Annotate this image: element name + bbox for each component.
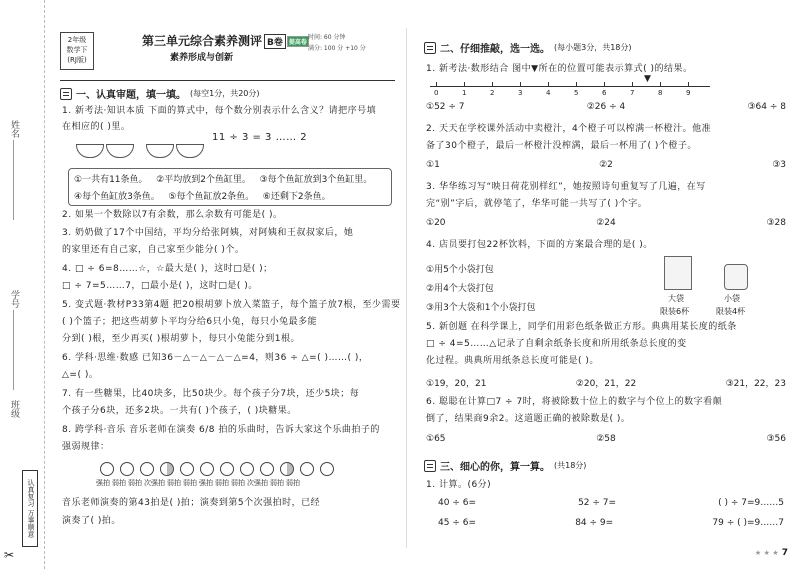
number-line-label: 3: [518, 89, 523, 97]
beat-circle: [120, 462, 134, 476]
worksheet-subtitle: 素养形成与创新: [170, 53, 234, 63]
q8-line4: 演奏了( )拍。: [62, 516, 121, 526]
r4-line1: 4. 店员要打包22杯饮料，下面的方案最合理的是( )。: [426, 240, 653, 250]
beat-circle: [280, 462, 294, 476]
q6-line2: △=( )。: [62, 370, 99, 380]
class-label: 班级: [9, 400, 19, 418]
r2-line2: 备了30个橙子，最后一杯橙汁没榨满，最后一杯用了( )个橙子。: [426, 141, 697, 151]
section-3-title: [424, 458, 586, 473]
section-3-text: 三、细心的你，算一算。: [440, 462, 550, 473]
r1-option-1[interactable]: ①52 ÷ 7: [426, 102, 465, 112]
number-line-tick: [492, 82, 493, 87]
q1-option-4: ④每个鱼缸放3条鱼。: [74, 192, 160, 202]
r6-line1: 6. 聪聪在计算□7 ÷ 7时，将被除数十位上的数字与个位上的数字看颠: [426, 397, 723, 407]
calc-item: 40 ÷ 6=: [438, 498, 476, 508]
beat-label: 弱拍: [215, 479, 229, 487]
r3-line2: 完“别”字后，就停笔了，华华可能一共写了( )个字。: [426, 199, 648, 209]
name-line: [13, 140, 14, 220]
time-text: 时间: 60 分钟: [308, 34, 346, 41]
beat-circle: [240, 462, 254, 476]
beat-label: 弱拍: [112, 479, 126, 487]
number-line-tick: [604, 82, 605, 87]
q1-option-5: ⑤每个鱼缸放2条鱼。: [168, 192, 255, 202]
q4-line2: □ ÷ 7=5……7，□最小是( )，这时□是( )。: [62, 281, 258, 291]
worksheet-header: [60, 28, 395, 81]
binding-margin: [0, 0, 45, 569]
beat-circle: [180, 462, 194, 476]
r1-options: [426, 102, 786, 112]
r5-line2: □ ÷ 4=5……△记录了自剩余纸条长度和所用纸条总长度的变: [426, 339, 687, 349]
r5-options: [426, 376, 786, 389]
fish-bowl-icon: [76, 144, 104, 158]
beat-circle: [320, 462, 334, 476]
number-line-tick: [436, 82, 437, 87]
q1-options-row1: [74, 172, 372, 185]
r5-line3: 化过程。典典所用纸条总长度可能是( )。: [426, 356, 599, 366]
beat-circle: [100, 462, 114, 476]
r1-option-2[interactable]: ②26 ÷ 4: [586, 102, 626, 112]
r3-options: [426, 218, 786, 228]
q7-line1: 7. 有一些糖果，比40块多，比50块少。每个孩子分7块，还少5块；每: [62, 389, 360, 399]
r6-option-2[interactable]: ②58: [596, 434, 616, 444]
beat-circle: [140, 462, 154, 476]
calc-item: 79 ÷ ( )=9……7: [712, 518, 784, 528]
q8-line1: 8. 跨学科·音乐 音乐老师在演奏 6/8 拍的乐曲时，告诉大家这个乐曲拍子的: [62, 425, 380, 435]
q8-line2: 强弱规律：: [62, 442, 110, 452]
r2-options: [426, 160, 786, 170]
calc-item: 52 ÷ 7=: [578, 498, 617, 508]
small-bag-label: 小袋: [724, 294, 740, 303]
number-line-tick: [548, 82, 549, 87]
school-line: [13, 310, 14, 390]
r5-line1: 5. 新创题 在科学课上，同学们用彩色纸条做正方形。典典用某长度的纸条: [426, 322, 737, 332]
big-bag-icon: [664, 256, 692, 290]
r6-line2: 倒了，结果商9余2。这道题正确的被除数是( )。: [426, 414, 631, 424]
fish-bowl-icon: [106, 144, 134, 158]
number-line-tick: [660, 82, 661, 87]
r6-options: [426, 434, 786, 444]
q1-option-6: ⑥还剩下2条鱼。: [262, 192, 331, 202]
number-line-tick: [632, 82, 633, 87]
beat-label: 弱拍: [167, 479, 181, 487]
section-1-text: 一、认真审题，填一填。: [76, 90, 186, 101]
grade-box: [60, 32, 94, 70]
beat-label: 弱拍: [183, 479, 197, 487]
section-1-note: (每空1分，共20分): [190, 89, 260, 98]
calc-item: 45 ÷ 6=: [438, 518, 476, 528]
c1-row1: [438, 498, 784, 508]
score-text: 满分: 100 分 +10 分: [308, 45, 366, 52]
calc-item: 84 ÷ 9=: [575, 518, 614, 528]
beat-labels: [96, 478, 300, 488]
number-line: [430, 86, 710, 87]
r5-option-2[interactable]: ②20，21，22: [575, 379, 637, 389]
section-3-note: (共18分): [554, 461, 587, 470]
edition-text: (RJ版): [67, 56, 87, 64]
star-icons: ★ ★ ★: [754, 549, 779, 557]
r1-line1: 1. 新考法·数形结合 图中▼所在的位置可能表示算式( )的结果。: [426, 64, 693, 74]
r4-option-1[interactable]: ①用5个小袋打包: [426, 265, 494, 275]
q2-text: 2. 如果一个数除以7有余数，那么余数有可能是( )。: [62, 210, 283, 220]
level-badge: 提高卷: [287, 36, 309, 47]
c1-title: 1. 计算。(6分): [426, 480, 492, 490]
number-line-label: 4: [546, 89, 551, 97]
worksheet-title: [142, 32, 310, 49]
q5-line1: 5. 变式题·教材P33第4题 把20根胡萝卜放入菜篮子，每个篮子放7根，至少需要: [62, 300, 401, 310]
q5-line2: ( )个篮子；把这些胡萝卜平均分给6只小兔，每只小兔最多能: [62, 317, 318, 327]
slogan-box: 认真复习 万事顺意: [22, 470, 38, 547]
beat-label: 次强拍: [144, 479, 165, 487]
title-text: 第三单元综合素养测评: [142, 34, 263, 48]
q1-line1: 1. 新考法·知识本质 下面的算式中，每个数分别表示什么含义？请把序号填: [62, 106, 377, 116]
beat-circle: [160, 462, 174, 476]
fish-bowl-icon: [146, 144, 174, 158]
number-line-label: 1: [462, 89, 467, 97]
number-line-label: 5: [574, 89, 579, 97]
beat-label: 弱拍: [270, 479, 284, 487]
q1-equation: 11 ÷ 3 = 3 …… 2: [212, 132, 308, 143]
fish-bowl-icon: [176, 144, 204, 158]
triangle-marker-icon: ▼: [644, 74, 651, 84]
beat-circles: [100, 462, 334, 476]
q6-line1: 6. 学科·思维·数感 已知36－△－△－△－△=4，则36 ÷ △=( )……( )，: [62, 353, 369, 363]
r2-option-2[interactable]: ②2: [599, 160, 613, 170]
small-bag-icon: [724, 264, 748, 290]
small-bag-limit: 限装4杯: [716, 307, 746, 316]
q1-line2: 在相应的( )里。: [62, 122, 131, 132]
r6-option-1[interactable]: ①65: [426, 434, 446, 444]
big-bag-label: 大袋: [668, 294, 684, 303]
beat-circle: [300, 462, 314, 476]
name-label: 姓名: [9, 120, 19, 138]
r5-option-1[interactable]: ①19，20，21: [426, 379, 487, 389]
q7-line2: 个孩子分6块，还多2块。一共有( )个孩子，( )块糖果。: [62, 406, 297, 416]
q1-option-1: ①一共有11条鱼。: [74, 175, 148, 185]
q5-line3: 分到( )根，至少再买( )根胡萝卜，每只小兔能分到1根。: [62, 334, 300, 344]
beat-label: 弱拍: [128, 479, 142, 487]
section-2-note: (每小题3分，共18分): [554, 43, 632, 52]
number-line-label: 2: [490, 89, 495, 97]
b-badge: B卷: [264, 34, 286, 49]
beat-circle: [220, 462, 234, 476]
subject-text: 数学下: [66, 46, 88, 54]
r2-line1: 2. 天天在学校课外活动中卖橙汁，4个橙子可以榨满一杯橙汁。他准: [426, 124, 712, 134]
page-number-text: 7: [781, 548, 788, 558]
q1-option-3: ③每个鱼缸放到3个鱼缸里。: [259, 175, 373, 185]
number-line-tick: [464, 82, 465, 87]
beat-label: 强拍: [96, 479, 110, 487]
q8-line3: 音乐老师演奏的第43拍是( )拍；演奏到第5个次强拍时，已经: [62, 498, 321, 508]
column-divider: [406, 28, 407, 548]
page-number: [755, 548, 788, 558]
r1-option-3[interactable]: ③64 ÷ 8: [747, 102, 786, 112]
beat-label: 次强拍: [247, 479, 268, 487]
r2-option-3[interactable]: ③3: [772, 160, 786, 170]
section-2-title: [424, 40, 632, 55]
c1-row2: [438, 518, 784, 528]
r5-option-3[interactable]: ③21，22，23: [725, 379, 786, 389]
q3-line2: 的家里还有自己家，自己家至少能分( )个。: [62, 245, 245, 255]
r4-option-2[interactable]: ②用4个大袋打包: [426, 284, 494, 294]
number-line-tick: [520, 82, 521, 87]
beat-label: 强拍: [199, 479, 213, 487]
number-line-label: 7: [630, 89, 635, 97]
section-2-text: 二、仔细推敲，选一选。: [440, 44, 550, 55]
number-line-tick: [576, 82, 577, 87]
section-icon: [424, 42, 436, 54]
meta-info: [308, 32, 366, 54]
number-line-label: 8: [658, 89, 663, 97]
r3-option-1[interactable]: ①20: [426, 218, 446, 228]
r3-option-2[interactable]: ②24: [596, 218, 616, 228]
r4-option-3[interactable]: ③用3个大袋和1个小袋打包: [426, 303, 536, 313]
section-icon: [60, 88, 72, 100]
beat-circle: [200, 462, 214, 476]
r3-option-3[interactable]: ③28: [766, 218, 786, 228]
q4-line1: 4. □ ÷ 6=8……☆，☆最大是( )，这时□是( )；: [62, 264, 273, 274]
beat-label: 弱拍: [286, 479, 300, 487]
number-line-label: 6: [602, 89, 607, 97]
beat-label: 弱拍: [231, 479, 245, 487]
r6-option-3[interactable]: ③56: [766, 434, 786, 444]
big-bag-limit: 限装6杯: [660, 307, 690, 316]
number-line-label: 9: [686, 89, 691, 97]
q1-option-2: ②平均放到2个鱼缸里。: [156, 175, 251, 185]
q1-options-row2: [74, 189, 331, 202]
r3-line1: 3. 华华练习写“映日荷花别样红”，她按照诗句重复写了几遍，在写: [426, 182, 706, 192]
section-icon: [424, 460, 436, 472]
grade-text: 2年级: [67, 36, 87, 44]
number-line-tick: [688, 82, 689, 87]
school-label: 学号: [9, 290, 19, 308]
calc-item: ( ) ÷ 7=9……5: [718, 498, 784, 508]
scissors-icon: ✂: [4, 548, 15, 562]
r2-option-1[interactable]: ①1: [426, 160, 440, 170]
number-line-label: 0: [434, 89, 439, 97]
section-1-title: [60, 86, 260, 101]
beat-circle: [260, 462, 274, 476]
q3-line1: 3. 奶奶做了17个中国结，平均分给张阿姨，对阿姨和王叔叔家后，她: [62, 228, 354, 238]
